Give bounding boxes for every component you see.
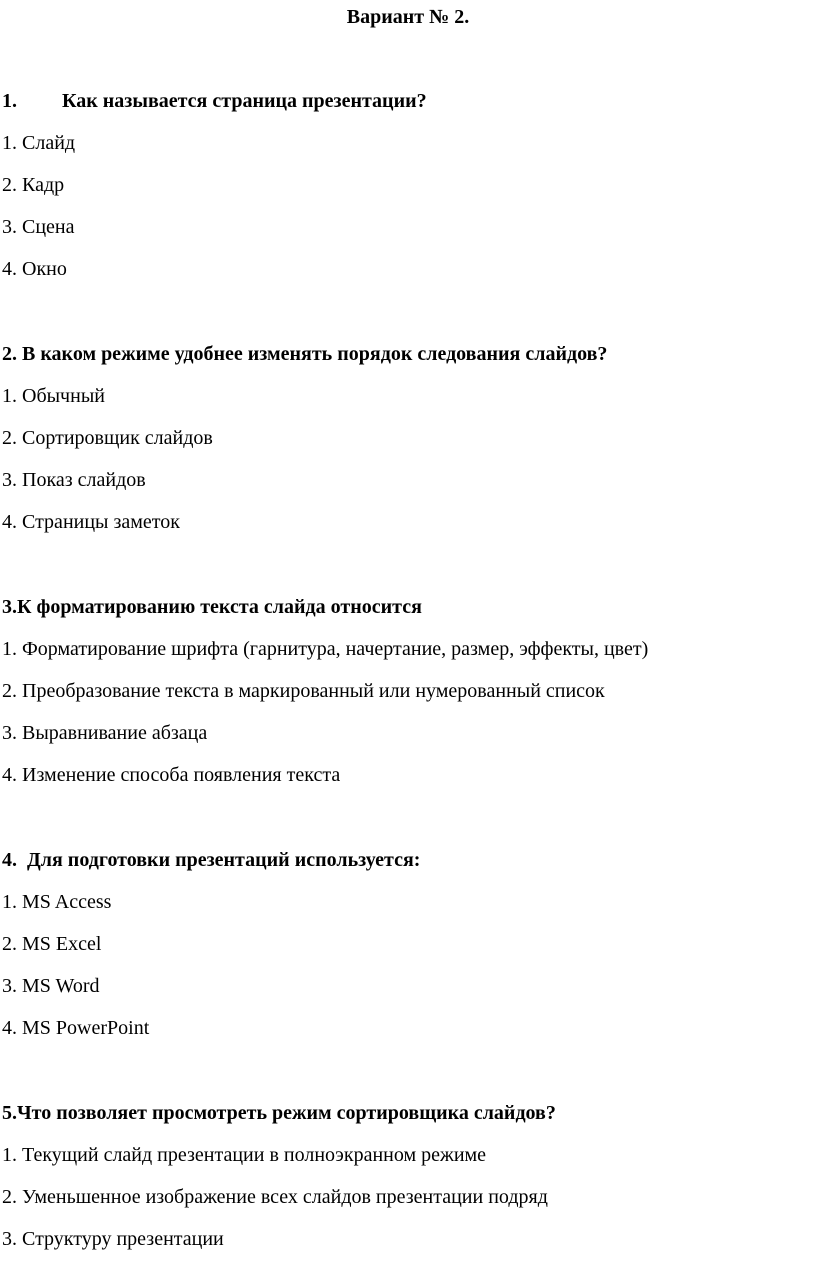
question-1-option-1: 1. Слайд bbox=[2, 132, 76, 154]
question-2-heading: 2. В каком режиме удобнее изменять порядок следования слайдов? bbox=[2, 343, 608, 365]
question-4-option-2: 2. MS Excel bbox=[2, 933, 102, 955]
question-5-option-2: 2. Уменьшенное изображение всех слайдов презентации подряд bbox=[2, 1186, 548, 1208]
question-3-option-3: 3. Выравнивание абзаца bbox=[2, 722, 208, 744]
question-1-number: 1. bbox=[2, 90, 17, 112]
variant-title: Вариант № 2. bbox=[346, 6, 470, 28]
question-2-option-4: 4. Страницы заметок bbox=[2, 511, 180, 533]
question-3-option-1: 1. Форматирование шрифта (гарнитура, начертание, размер, эффекты, цвет) bbox=[2, 638, 649, 660]
question-3-option-4: 4. Изменение способа появления текста bbox=[2, 764, 341, 786]
question-2-option-1: 1. Обычный bbox=[2, 385, 105, 407]
question-1-option-2: 2. Кадр bbox=[2, 174, 65, 196]
question-2-option-2: 2. Сортировщик слайдов bbox=[2, 427, 213, 449]
question-5-option-3: 3. Структуру презентации bbox=[2, 1228, 224, 1250]
question-2-option-3: 3. Показ слайдов bbox=[2, 469, 146, 491]
question-5-heading: 5.Что позволяет просмотреть режим сортировщика слайдов? bbox=[2, 1102, 556, 1124]
question-1-text: Как называется страница презентации? bbox=[62, 90, 427, 112]
question-1-heading bbox=[2, 89, 427, 113]
question-4-option-1: 1. MS Access bbox=[2, 891, 112, 913]
question-1-option-3: 3. Сцена bbox=[2, 216, 75, 238]
question-3-heading: 3.К форматированию текста слайда относится bbox=[2, 596, 422, 618]
question-4-heading: 4. Для подготовки презентаций используется: bbox=[2, 849, 421, 871]
question-5-option-1: 1. Текущий слайд презентации в полноэкранном режиме bbox=[2, 1144, 487, 1166]
question-4-option-4: 4. MS PowerPoint bbox=[2, 1017, 150, 1039]
question-3-option-2: 2. Преобразование текста в маркированный или нумерованный список bbox=[2, 680, 605, 702]
question-1-option-4: 4. Окно bbox=[2, 258, 67, 280]
question-4-option-3: 3. MS Word bbox=[2, 975, 100, 997]
